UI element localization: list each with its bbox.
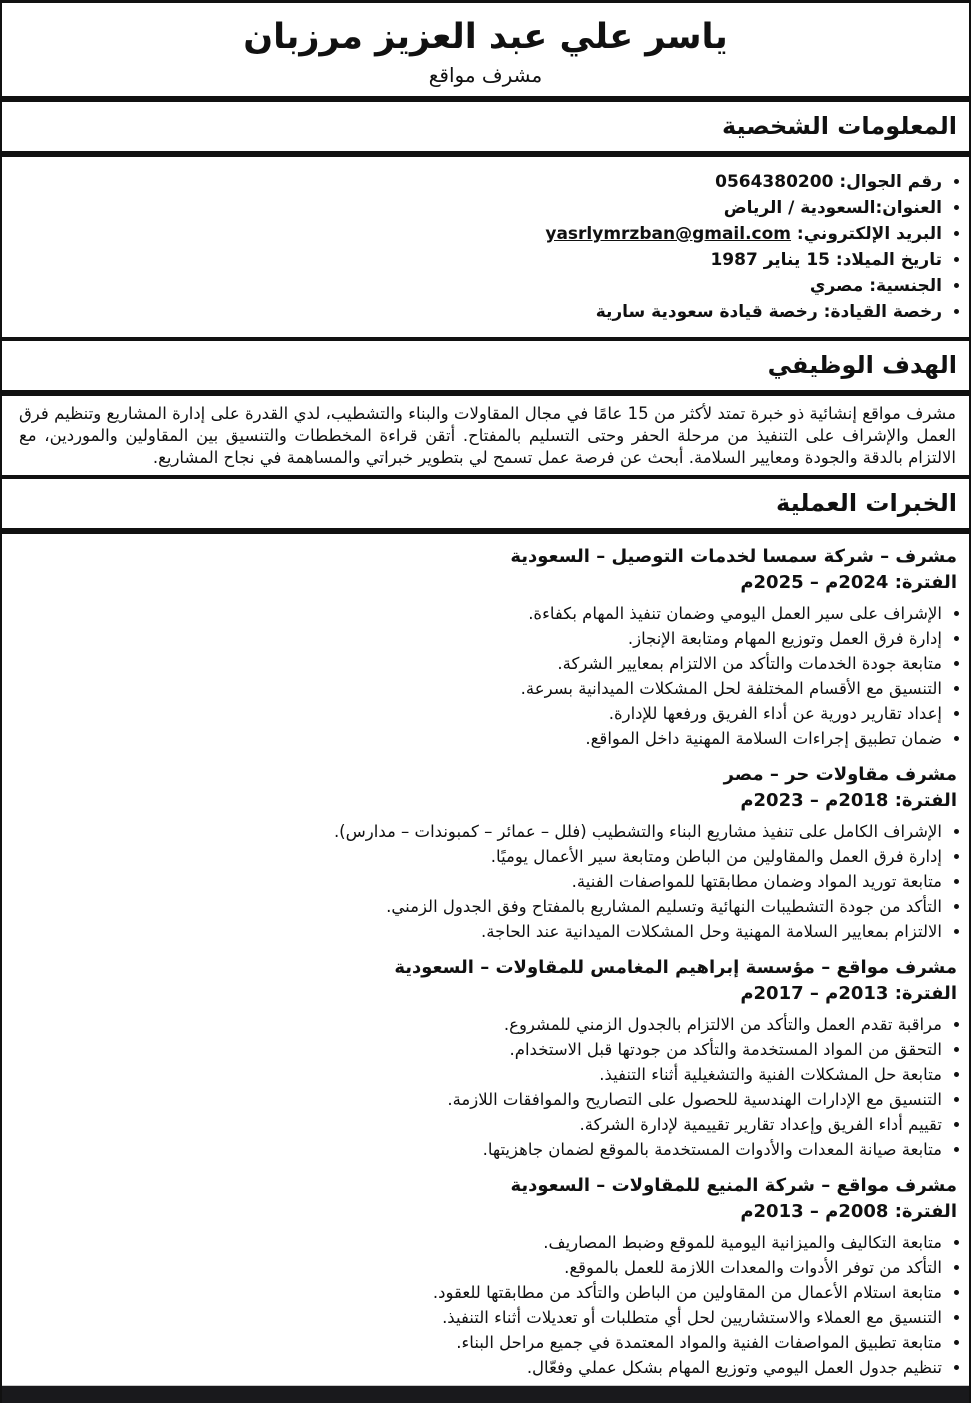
job-period: الفترة: 2024م – 2025م xyxy=(740,571,957,593)
info-label: تاريخ الميلاد: xyxy=(829,249,942,270)
job-entry xyxy=(14,762,957,944)
experience-list xyxy=(2,534,969,1388)
info-value: 15 يناير 1987 xyxy=(710,249,830,270)
section-heading-experience: الخبرات العملية xyxy=(776,488,957,517)
job-duty-item: • متابعة تطبيق المواصفات الفنية والمواد المعتمدة في جميع مراحل البناء. xyxy=(20,1330,942,1355)
job-duties-list xyxy=(14,1012,957,1162)
personal-info-item xyxy=(14,195,942,221)
candidate-name: ياسر علي عبد العزيز مرزبان xyxy=(243,17,728,57)
job-duty-item: • إدارة فرق العمل والمقاولين من الباطن ومتابعة سير الأعمال يوميًا. xyxy=(20,844,942,869)
job-duty-item: • متابعة استلام الأعمال من المقاولين من الباطن والتأكد من مطابقتها للعقود. xyxy=(20,1280,942,1305)
job-duty-item: • تنظيم جدول العمل اليومي وتوزيع المهام بشكل عملي وفعّال. xyxy=(20,1355,942,1380)
job-duty-item: • إدارة فرق العمل وتوزيع المهام ومتابعة الإنجاز. xyxy=(20,626,942,651)
job-duty-item: • متابعة صيانة المعدات والأدوات المستخدمة بالموقع لضمان جاهزيتها. xyxy=(20,1137,942,1162)
personal-info-item xyxy=(14,273,942,299)
email-link[interactable]: yasrlymrzban@gmail.com xyxy=(545,223,792,244)
job-title: مشرف مواقع – مؤسسة إبراهيم المغامس للمقاولات – السعودية xyxy=(394,956,957,978)
job-duties-list xyxy=(14,1230,957,1380)
job-duty-item: • متابعة جودة الخدمات والتأكد من الالتزام بمعايير الشركة. xyxy=(20,651,942,676)
job-entry xyxy=(14,544,957,751)
info-value: 0564380200 xyxy=(715,171,834,192)
info-value: السعودية / الرياض xyxy=(723,197,876,218)
job-duty-item: • الإشراف على سير العمل اليومي وضمان تنفيذ المهام بكفاءة. xyxy=(20,601,942,626)
page-gap xyxy=(2,1385,969,1403)
job-duty-item: • إعداد تقارير دورية عن أداء الفريق ورفعها للإدارة. xyxy=(20,701,942,726)
job-title: مشرف مقاولات حر – مصر xyxy=(723,763,957,785)
job-title: مشرف مواقع – شركة المنيع للمقاولات – السعودية xyxy=(510,1174,957,1196)
job-duty-item: • التحقق من المواد المستخدمة والتأكد من جودتها قبل الاستخدام. xyxy=(20,1037,942,1062)
personal-info-list xyxy=(2,157,969,337)
info-label: البريد الإلكتروني: xyxy=(791,223,942,244)
job-period: الفترة: 2018م – 2023م xyxy=(740,789,957,811)
job-duty-item: • التأكد من جودة التشطيبات النهائية وتسليم المشاريع بالمفتاح وفق الجدول الزمني. xyxy=(20,894,942,919)
info-label: الجنسية: xyxy=(863,275,942,296)
job-duty-item: • التنسيق مع العملاء والاستشاريين لحل أي متطلبات أو تعديلات أثناء التنفيذ. xyxy=(20,1305,942,1330)
job-entry xyxy=(14,955,957,1162)
job-duty-item: • الالتزام بمعايير السلامة المهنية وحل المشكلات الميدانية عند الحاجة. xyxy=(20,919,942,944)
job-duty-item: • التأكد من توفر الأدوات والمعدات اللازمة للعمل بالموقع. xyxy=(20,1255,942,1280)
job-duty-item: • مراقبة تقدم العمل والتأكد من الالتزام بالجدول الزمني للمشروع. xyxy=(20,1012,942,1037)
info-value: مصري xyxy=(809,275,864,296)
job-duty-item: • متابعة حل المشكلات الفنية والتشغيلية أثناء التنفيذ. xyxy=(20,1062,942,1087)
job-period: الفترة: 2013م – 2017م xyxy=(740,982,957,1004)
job-duty-item: • متابعة توريد المواد وضمان مطابقتها للمواصفات الفنية. xyxy=(20,869,942,894)
personal-info-item xyxy=(14,247,942,273)
job-duty-item: • متابعة التكاليف والميزانية اليومية للموقع وضبط المصاريف. xyxy=(20,1230,942,1255)
job-duty-item: • الإشراف الكامل على تنفيذ مشاريع البناء والتشطيب (فلل – عمائر – كمبوندات – مدارس). xyxy=(20,819,942,844)
job-duty-item: • تقييم أداء الفريق وإعداد تقارير تقييمية لإدارة الشركة. xyxy=(20,1112,942,1137)
job-entry xyxy=(14,1173,957,1380)
info-label: رقم الجوال: xyxy=(833,171,942,192)
info-label: العنوان: xyxy=(875,197,942,218)
section-heading-objective: الهدف الوظيفي xyxy=(767,350,957,379)
job-duty-item: • التنسيق مع الإدارات الهندسية للحصول على التصاريح والموافقات اللازمة. xyxy=(20,1087,942,1112)
personal-info-item xyxy=(14,299,942,325)
job-title: مشرف – شركة سمسا لخدمات التوصيل – السعودية xyxy=(510,545,957,567)
personal-info-item xyxy=(14,169,942,195)
section-heading-personal-info: المعلومات الشخصية xyxy=(721,111,957,140)
job-duty-item: • ضمان تطبيق إجراءات السلامة المهنية داخل المواقع. xyxy=(20,726,942,751)
job-duties-list xyxy=(14,819,957,944)
info-label: رخصة القيادة: xyxy=(817,301,942,322)
candidate-job-title: مشرف مواقع xyxy=(428,62,543,87)
objective-text: مشرف مواقع إنشائية ذو خبرة تمتد لأكثر من 15 عامًا في مجال المقاولات والبناء والتشطيب، لدي القدرة على إدارة المشاريع وتنظيم فرق العمل والإشراف على التنفيذ من مرحلة الحفر وحتى التسليم بالمفتاح. أتقن قراءة المخططات والتنسيق بين المقاولين والموردين، مع الالتزام بالدقة والجودة ومعايير السلامة. أبحث عن فرصة عمل تسمح لي بتطوير خبراتي والمساهمة في نجاح المشاريع. xyxy=(19,403,956,467)
job-duty-item: • التنسيق مع الأقسام المختلفة لحل المشكلات الميدانية بسرعة. xyxy=(20,676,942,701)
info-value: رخصة قيادة سعودية سارية xyxy=(595,301,818,322)
resume-header xyxy=(2,3,969,96)
job-period: الفترة: 2008م – 2013م xyxy=(740,1200,957,1222)
job-duties-list xyxy=(14,601,957,751)
personal-info-item xyxy=(14,221,942,247)
